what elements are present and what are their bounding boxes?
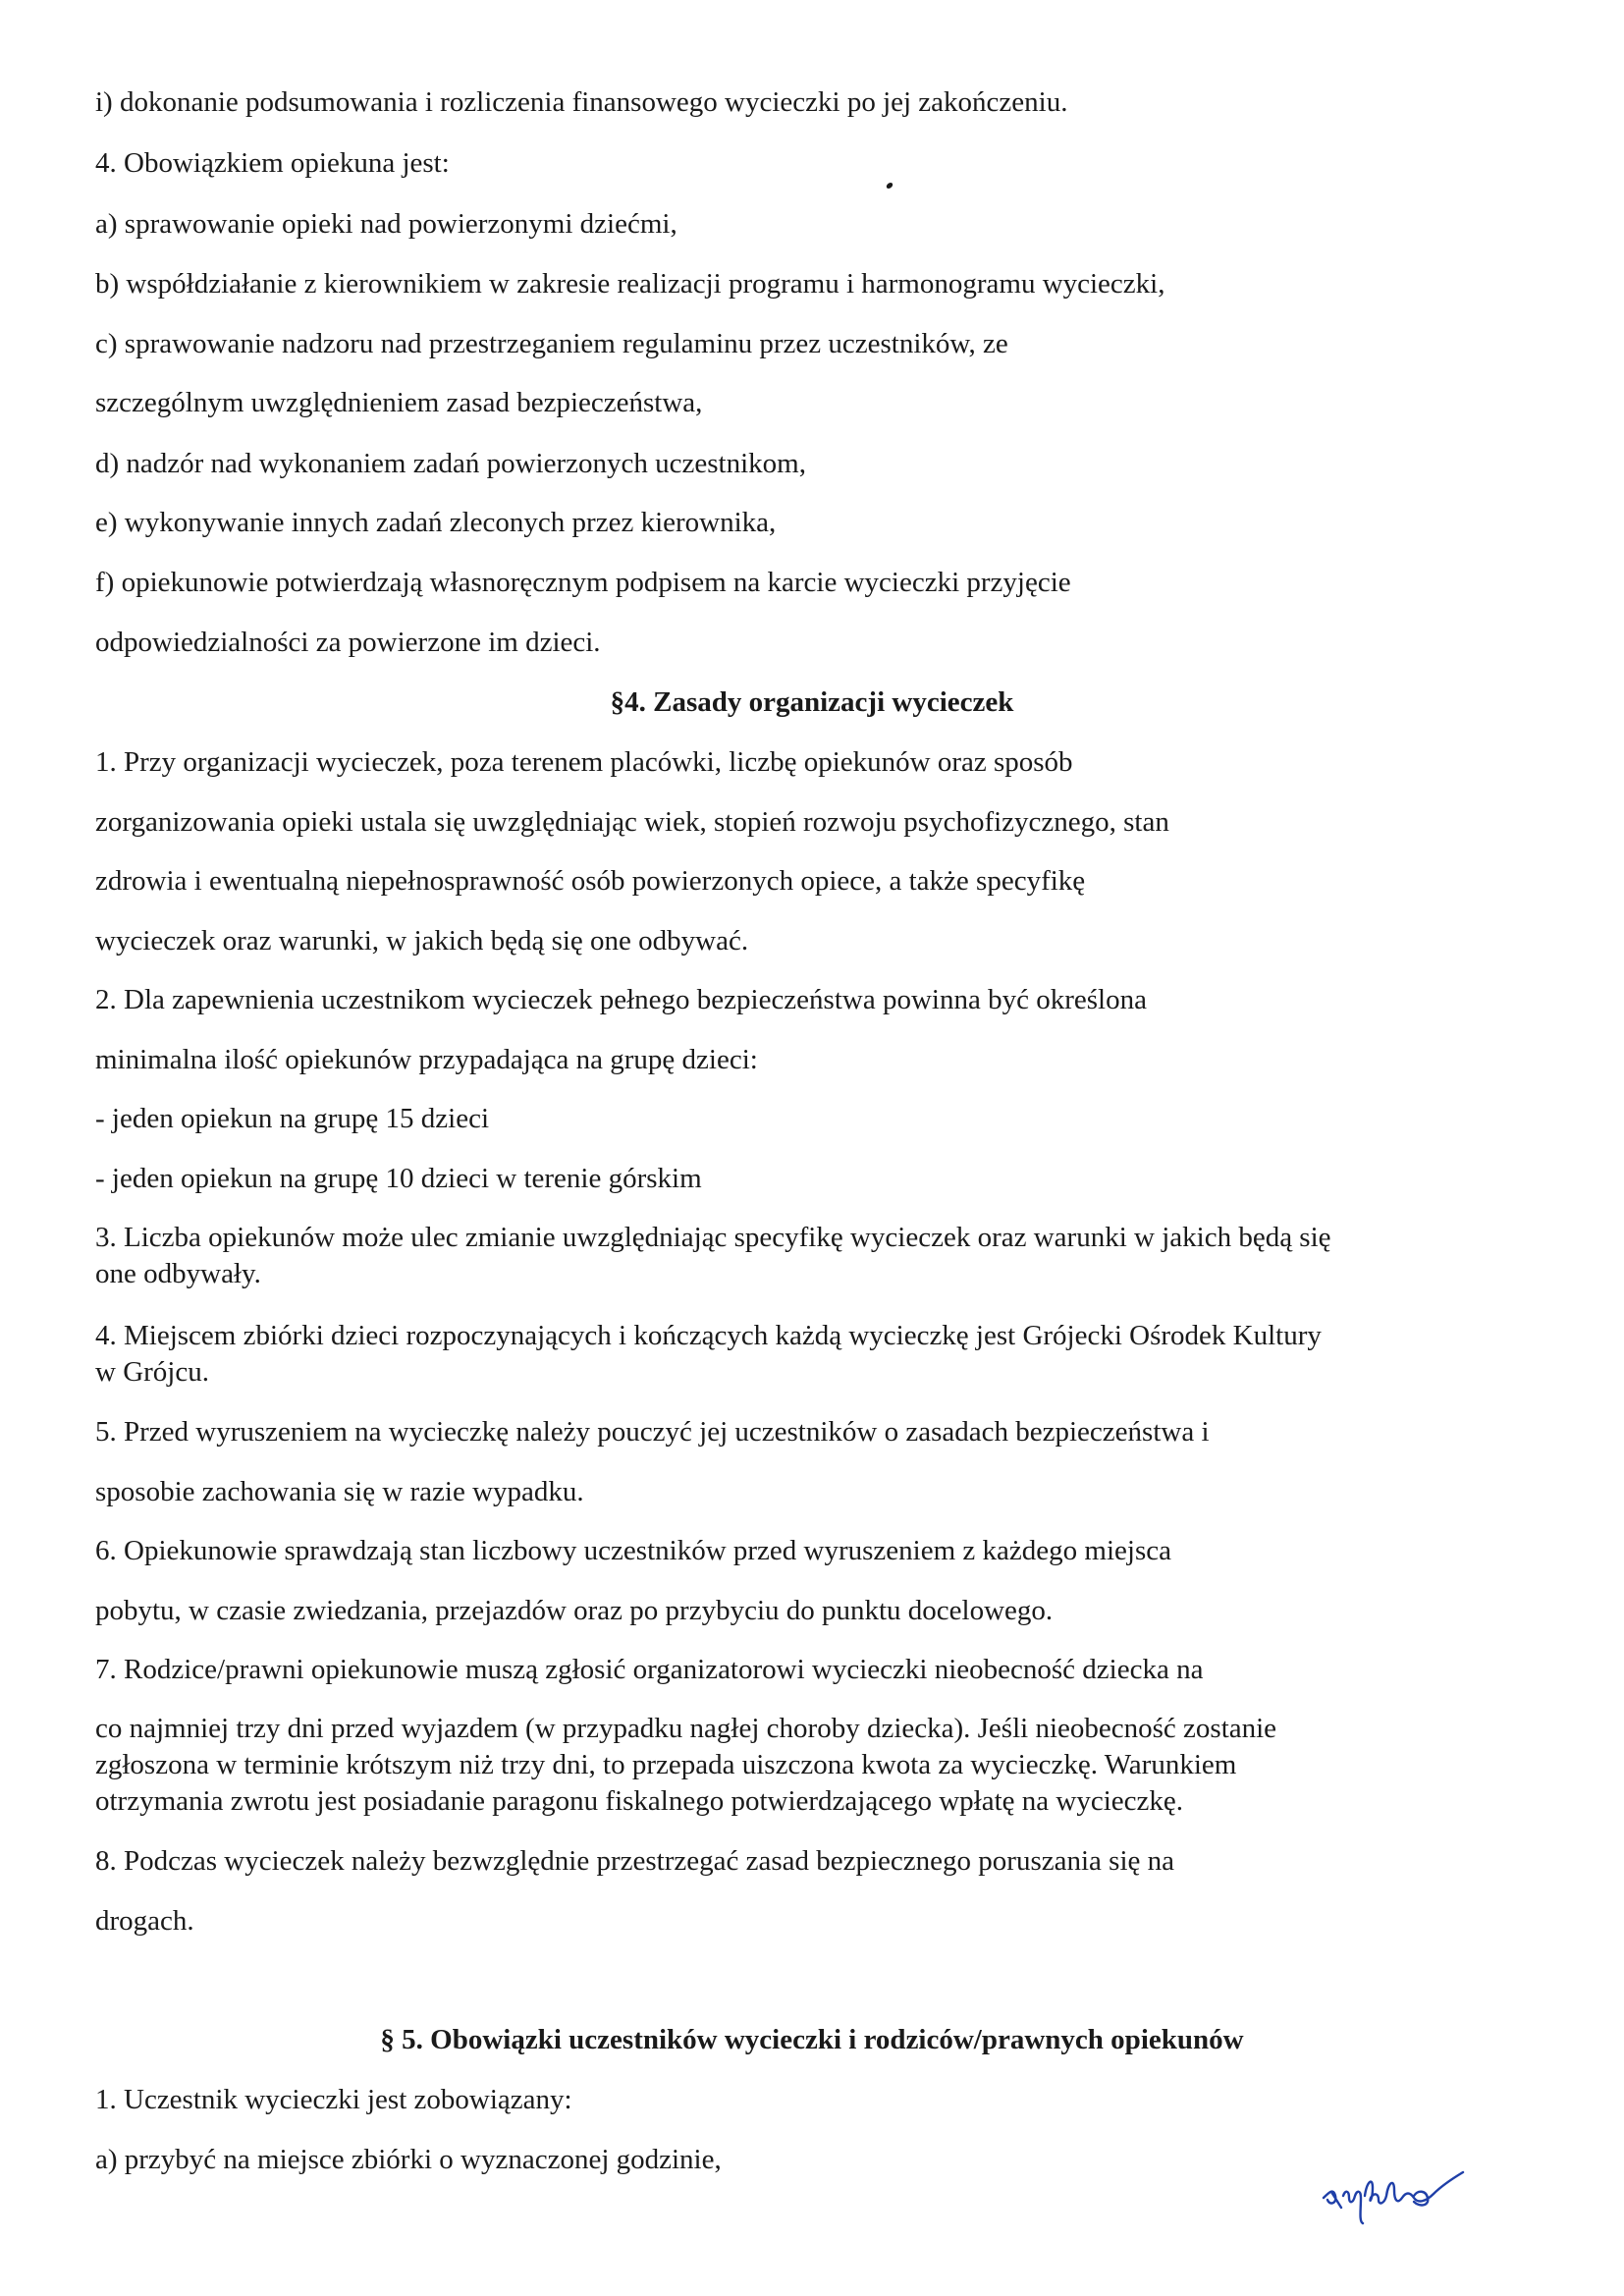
section-5-heading: § 5. Obowiązki uczestników wycieczki i rodziców/prawnych opiekunów: [380, 2024, 1244, 2055]
s4-p1-line3: zdrowia i ewentualną niepełnosprawność osób powierzonych opiece, a także specyfikę: [95, 865, 1086, 897]
s4-p3-line1: 3. Liczba opiekunów może ulec zmianie uwzględniając specyfikę wycieczek oraz warunki w jakich będą się: [95, 1222, 1331, 1253]
s4-p4-line1: 4. Miejscem zbiórki dzieci rozpoczynających i kończących każdą wycieczkę jest Grójecki Ośrodek Kultury: [95, 1320, 1322, 1351]
s4-p4-line2: w Grójcu.: [95, 1356, 209, 1388]
list-item-c-line1: c) sprawowanie nadzoru nad przestrzeganiem regulaminu przez uczestników, ze: [95, 328, 1008, 359]
s4-p5-line1: 5. Przed wyruszeniem na wycieczkę należy pouczyć jej uczestników o zasadach bezpieczeństwa i: [95, 1416, 1210, 1448]
s5-item-a: a) przybyć na miejsce zbiórki o wyznaczonej godzinie,: [95, 2144, 722, 2175]
list-item-i: i) dokonanie podsumowania i rozliczenia finansowego wycieczki po jej zakończeniu.: [95, 86, 1068, 118]
ink-mark: [886, 183, 893, 189]
list-item-e: e) wykonywanie innych zadań zleconych przez kierownika,: [95, 507, 777, 538]
section-4-heading: §4. Zasady organizacji wycieczek: [610, 686, 1014, 718]
s4-p2-line3: - jeden opiekun na grupę 15 dzieci: [95, 1103, 490, 1134]
list-item-f-line2: odpowiedzialności za powierzone im dzieci.: [95, 627, 601, 658]
s4-p5-line2: sposobie zachowania się w razie wypadku.: [95, 1476, 584, 1507]
s4-p3-line2: one odbywały.: [95, 1258, 261, 1289]
s4-p1-line2: zorganizowania opieki ustala się uwzględniając wiek, stopień rozwoju psychofizycznego, stan: [95, 806, 1169, 838]
handwritten-signature: [1316, 2153, 1473, 2231]
list-item-a: a) sprawowanie opieki nad powierzonymi dziećmi,: [95, 208, 677, 240]
list-item-d: d) nadzór nad wykonaniem zadań powierzonych uczestnikom,: [95, 448, 806, 479]
s5-p1: 1. Uczestnik wycieczki jest zobowiązany:: [95, 2084, 572, 2115]
s4-p7-line4: otrzymania zwrotu jest posiadanie paragonu fiskalnego potwierdzającego wpłatę na wycieczkę.: [95, 1785, 1183, 1817]
point-4-intro: 4. Obowiązkiem opiekuna jest:: [95, 147, 450, 179]
s4-p7-line3: zgłoszona w terminie krótszym niż trzy dni, to przepada uiszczona kwota za wycieczkę. Warunkiem: [95, 1749, 1237, 1780]
s4-p8-line2: drogach.: [95, 1905, 194, 1937]
list-item-f-line1: f) opiekunowie potwierdzają własnoręcznym podpisem na karcie wycieczki przyjęcie: [95, 567, 1071, 598]
s4-p6-line1: 6. Opiekunowie sprawdzają stan liczbowy uczestników przed wyruszeniem z każdego miejsca: [95, 1535, 1171, 1566]
list-item-b: b) współdziałanie z kierownikiem w zakresie realizacji programu i harmonogramu wycieczki,: [95, 268, 1165, 300]
s4-p1-line1: 1. Przy organizacji wycieczek, poza terenem placówki, liczbę opiekunów oraz sposób: [95, 746, 1073, 778]
s4-p2-line1: 2. Dla zapewnienia uczestnikom wycieczek pełnego bezpieczeństwa powinna być określona: [95, 984, 1147, 1015]
s4-p8-line1: 8. Podczas wycieczek należy bezwzględnie przestrzegać zasad bezpiecznego poruszania się na: [95, 1845, 1174, 1877]
list-item-c-line2: szczególnym uwzględnieniem zasad bezpieczeństwa,: [95, 387, 703, 418]
s4-p7-line1: 7. Rodzice/prawni opiekunowie muszą zgłosić organizatorowi wycieczki nieobecność dziecka na: [95, 1654, 1204, 1685]
s4-p7-line2: co najmniej trzy dni przed wyjazdem (w przypadku nagłej choroby dziecka). Jeśli nieobecność zostanie: [95, 1713, 1277, 1744]
s4-p2-line4: - jeden opiekun na grupę 10 dzieci w terenie górskim: [95, 1163, 702, 1194]
s4-p2-line2: minimalna ilość opiekunów przypadająca na grupę dzieci:: [95, 1044, 758, 1075]
s4-p1-line4: wycieczek oraz warunki, w jakich będą się one odbywać.: [95, 925, 749, 957]
s4-p6-line2: pobytu, w czasie zwiedzania, przejazdów oraz po przybyciu do punktu docelowego.: [95, 1595, 1054, 1626]
